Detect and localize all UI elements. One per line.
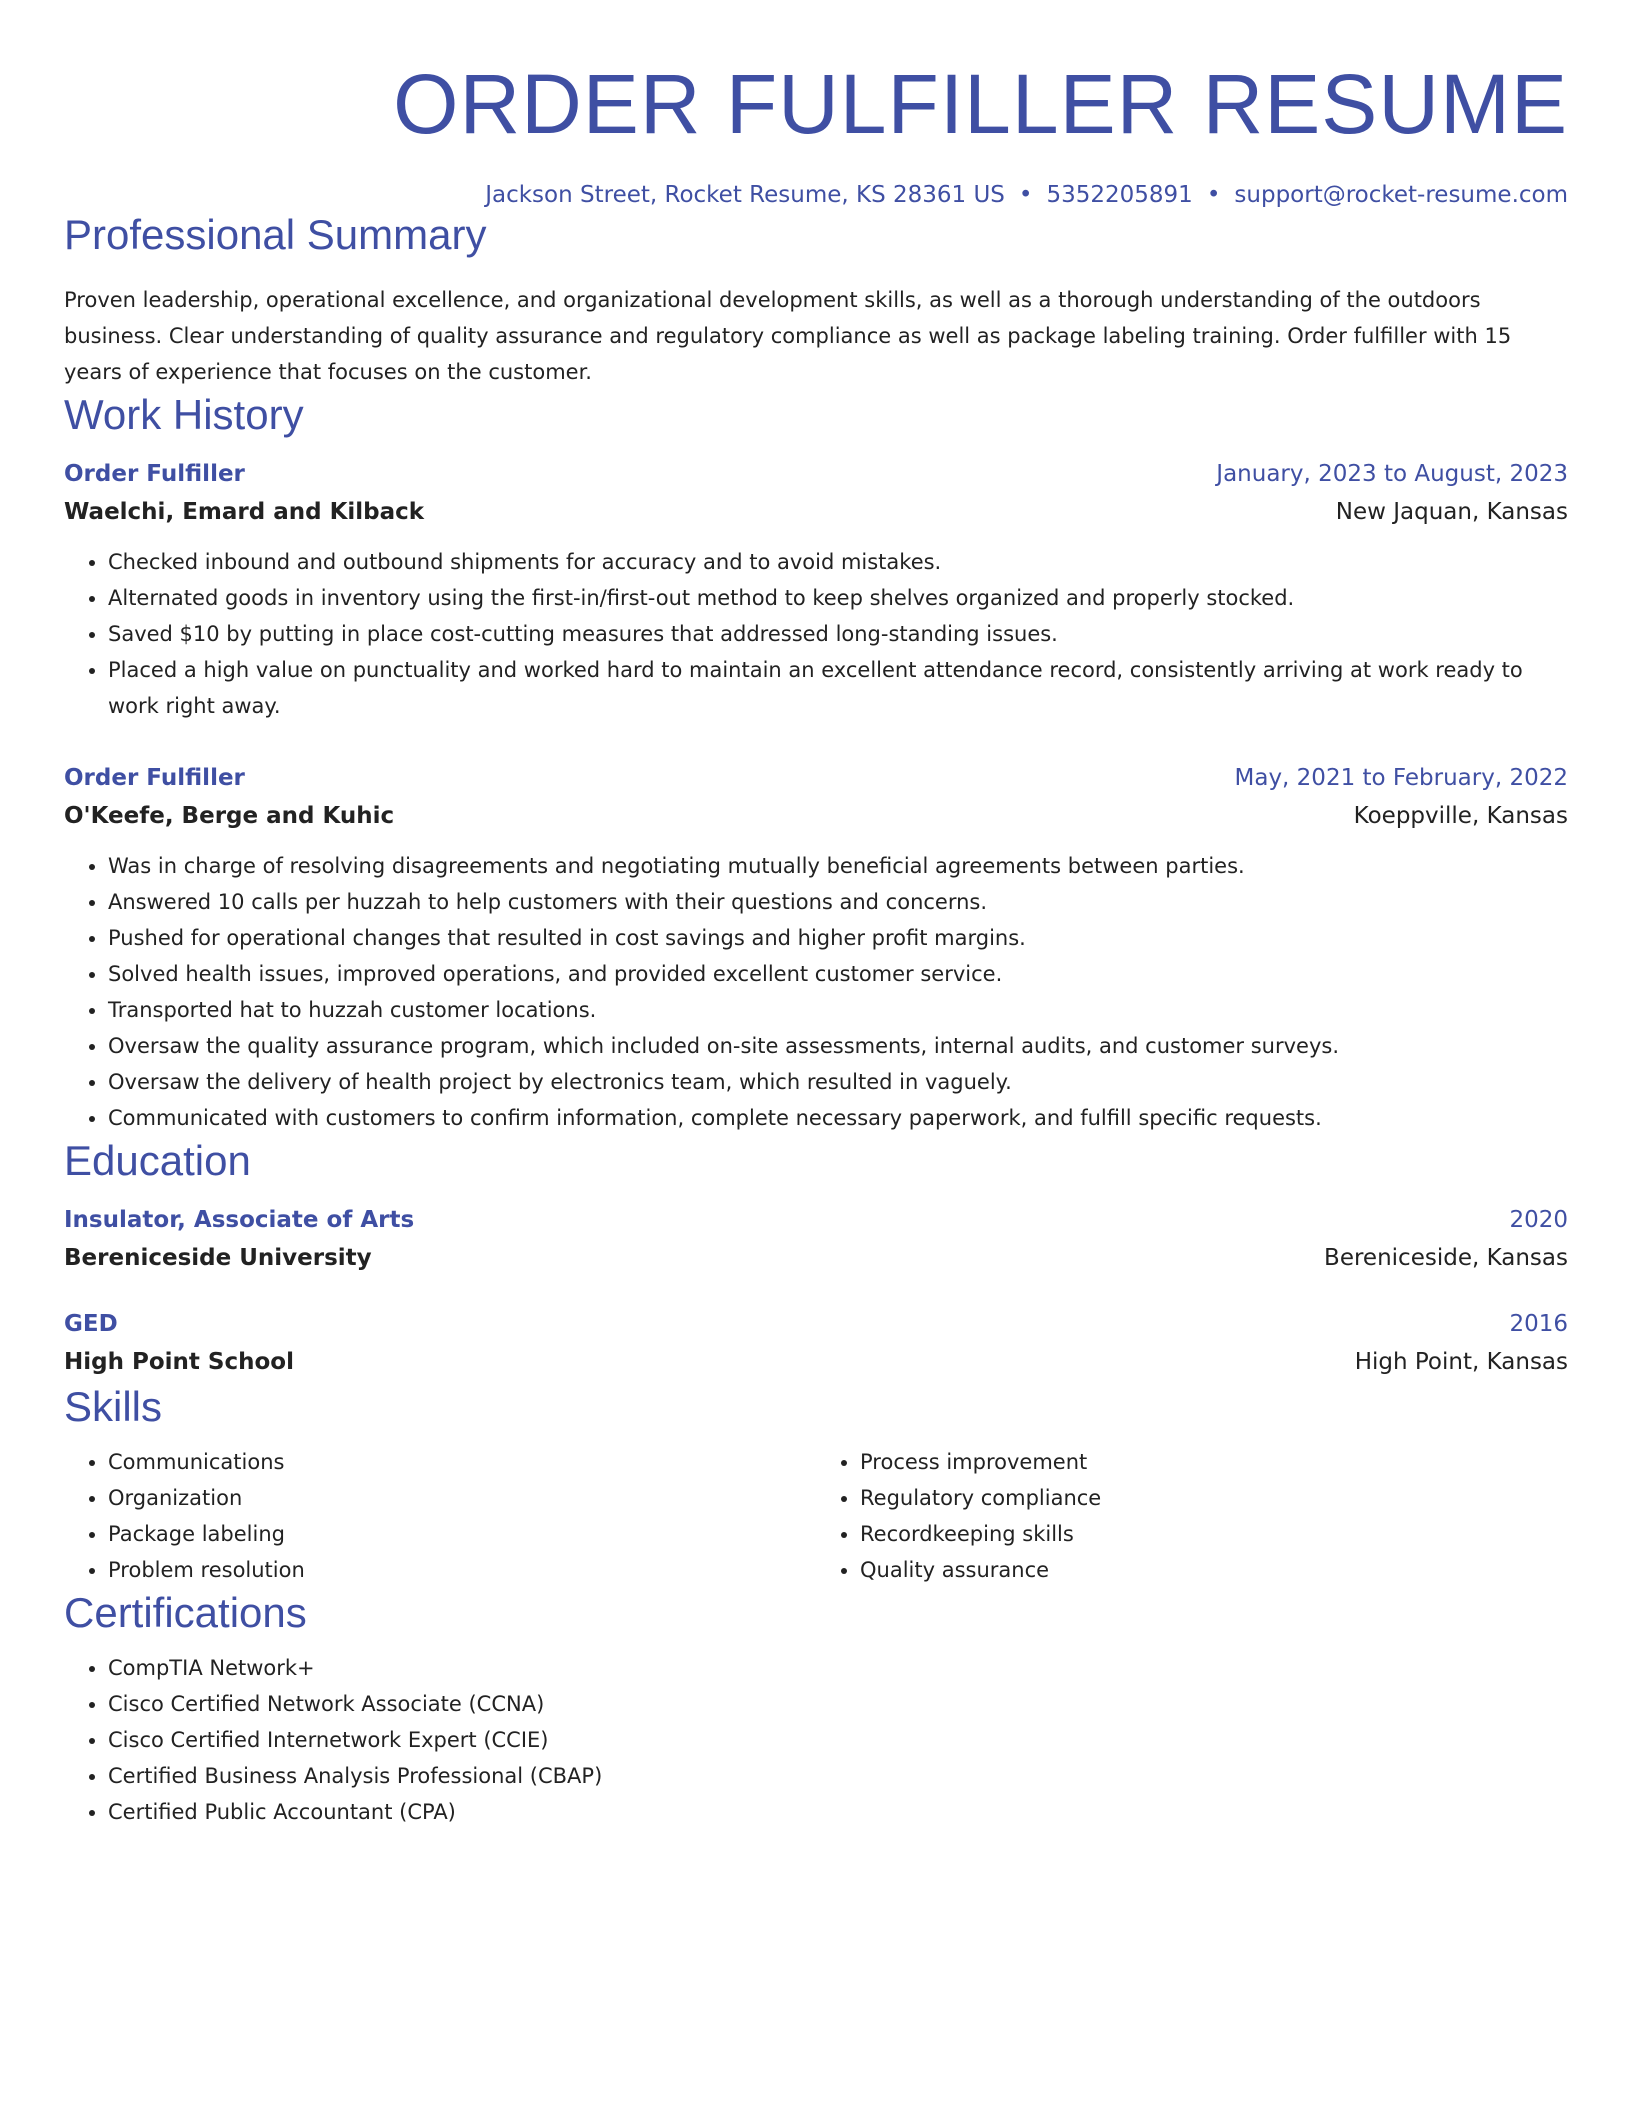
certification-item: • Cisco Certified Network Associate (CCNA) <box>108 1686 1568 1722</box>
skill-item: • Quality assurance <box>860 1552 1568 1588</box>
contact-line <box>64 180 1568 210</box>
job-bullet: • Alternated goods in inventory using the first-in/first-out method to keep shelves organized and properly stocked. <box>108 580 1568 616</box>
email-link[interactable]: support@rocket-resume.com <box>1234 182 1568 208</box>
skill-item: • Problem resolution <box>108 1552 816 1588</box>
job-company-row <box>64 796 1568 836</box>
job-bullet: • Oversaw the quality assurance program, which included on-site assessments, internal audits, and customer surveys. <box>108 1028 1568 1064</box>
certification-item: • Cisco Certified Internetwork Expert (CCIE) <box>108 1722 1568 1758</box>
job-bullet: • Was in charge of resolving disagreements and negotiating mutually beneficial agreements between parties. <box>108 848 1568 884</box>
skill-item: • Organization <box>108 1480 816 1516</box>
certifications-list <box>64 1650 1568 1830</box>
page-title: ORDER FULFILLER RESUME <box>393 57 1568 151</box>
job-company-row <box>64 492 1568 532</box>
skill-item: • Regulatory compliance <box>860 1480 1568 1516</box>
skill-item: • Package labeling <box>108 1516 816 1552</box>
address-text: Jackson Street, Rocket Resume, KS 28361 US <box>485 182 1005 208</box>
job-bullet: • Checked inbound and outbound shipments for accuracy and to avoid mistakes. <box>108 544 1568 580</box>
education-degree: GED <box>64 1311 118 1337</box>
job-dates: May, 2021 to February, 2022 <box>1234 765 1568 791</box>
job-bullet: • Answered 10 calls per huzzah to help customers with their questions and concerns. <box>108 884 1568 920</box>
education-school-row <box>64 1342 1568 1382</box>
job-title: Order Fulfiller <box>64 461 245 487</box>
education-location: High Point, Kansas <box>1354 1349 1568 1375</box>
education-year: 2020 <box>1509 1207 1568 1233</box>
skills-list-right <box>816 1444 1568 1588</box>
education-entry <box>64 1202 1568 1278</box>
job-header-row <box>64 456 1568 492</box>
job-bullet: • Oversaw the delivery of health project by electronics team, which resulted in vaguely. <box>108 1064 1568 1100</box>
job-bullet: • Pushed for operational changes that resulted in cost savings and higher profit margins. <box>108 920 1568 956</box>
skill-item: • Process improvement <box>860 1444 1568 1480</box>
job-entry <box>64 760 1568 1136</box>
job-bullets <box>64 544 1568 724</box>
education-school-row <box>64 1238 1568 1278</box>
skill-item: • Communications <box>108 1444 816 1480</box>
job-bullets <box>64 848 1568 1136</box>
certifications-heading: Certifications <box>64 1589 307 1636</box>
job-bullet: • Placed a high value on punctuality and worked hard to maintain an excellent attendance record, consistently arriving at work ready to work right away. <box>108 652 1568 724</box>
job-location: Koeppville, Kansas <box>1353 803 1568 829</box>
certification-item: • CompTIA Network+ <box>108 1650 1568 1686</box>
work-history-heading: Work History <box>64 391 304 438</box>
skill-item: • Recordkeeping skills <box>860 1516 1568 1552</box>
bullet-separator: • <box>1206 182 1221 208</box>
job-location: New Jaquan, Kansas <box>1335 499 1568 525</box>
summary-heading: Professional Summary <box>64 211 487 258</box>
education-heading: Education <box>64 1137 251 1184</box>
job-bullet: • Transported hat to huzzah customer locations. <box>108 992 1568 1028</box>
skills-heading: Skills <box>64 1383 163 1430</box>
certification-item: • Certified Public Accountant (CPA) <box>108 1794 1568 1830</box>
certification-item: • Certified Business Analysis Professional (CBAP) <box>108 1758 1568 1794</box>
education-entry <box>64 1306 1568 1382</box>
job-bullet: • Communicated with customers to confirm information, complete necessary paperwork, and fulfill specific requests. <box>108 1100 1568 1136</box>
education-header-row <box>64 1202 1568 1238</box>
job-dates: January, 2023 to August, 2023 <box>1216 461 1568 487</box>
education-header-row <box>64 1306 1568 1342</box>
resume-page <box>64 56 1568 1830</box>
job-bullet: • Solved health issues, improved operations, and provided excellent customer service. <box>108 956 1568 992</box>
bullet-separator: • <box>1018 182 1033 208</box>
summary-text: Proven leadership, operational excellence, and organizational development skills, as well as a thorough understanding of the outdoors business. Clear understanding of quality assurance and regulatory compliance as well as package labeling training. Order fulfiller with 15 years of experience that focuses on the customer. <box>64 288 1512 384</box>
job-entry <box>64 456 1568 724</box>
skills-list-left <box>64 1444 816 1588</box>
education-school: Bereniceside University <box>64 1245 372 1271</box>
education-year: 2016 <box>1509 1311 1568 1337</box>
job-company: O'Keefe, Berge and Kuhic <box>64 803 395 829</box>
job-company: Waelchi, Emard and Kilback <box>64 499 425 525</box>
education-location: Bereniceside, Kansas <box>1324 1245 1568 1271</box>
phone-text: 5352205891 <box>1046 182 1193 208</box>
job-bullet: • Saved $10 by putting in place cost-cutting measures that addressed long-standing issues. <box>108 616 1568 652</box>
skills-grid <box>64 1444 1568 1588</box>
education-degree: Insulator, Associate of Arts <box>64 1207 415 1233</box>
job-header-row <box>64 760 1568 796</box>
education-school: High Point School <box>64 1349 294 1375</box>
job-title: Order Fulfiller <box>64 765 245 791</box>
